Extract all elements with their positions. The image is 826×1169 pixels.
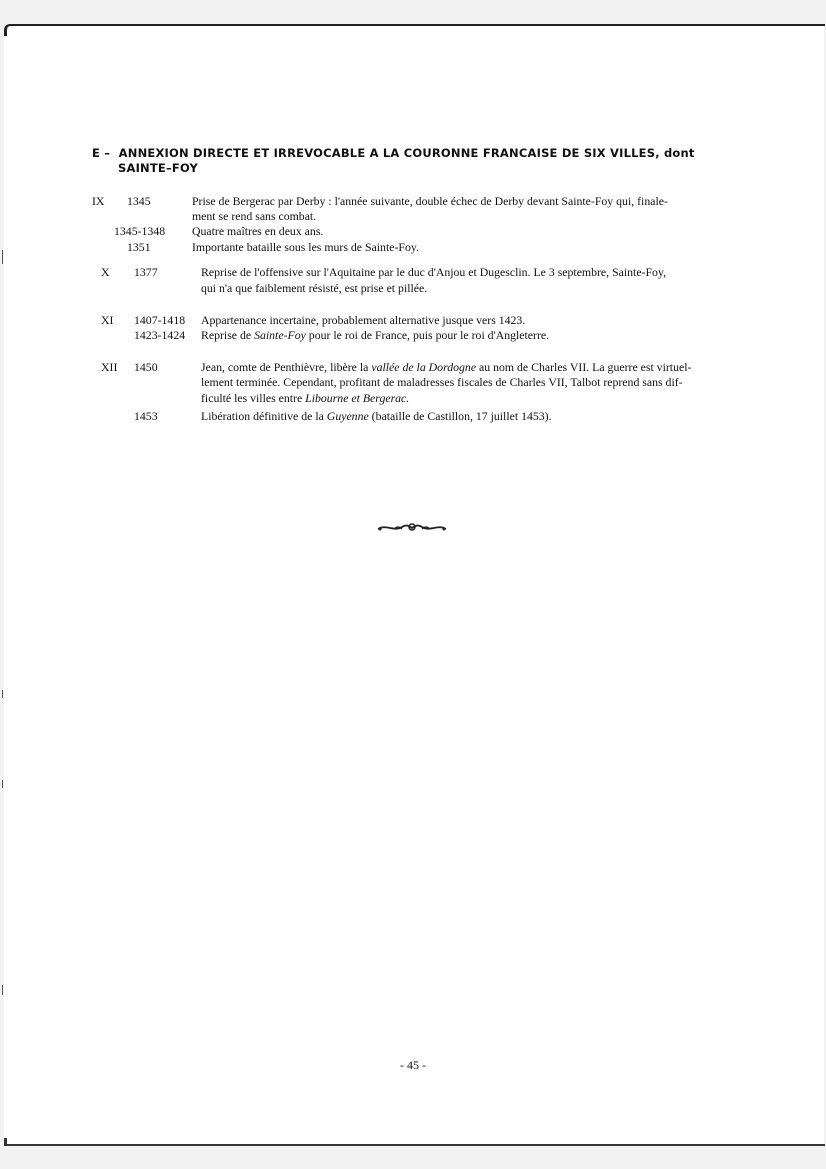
page-number: - 45 -: [400, 1058, 426, 1072]
top-border-rule: [4, 24, 825, 36]
entry-year: 1377: [134, 265, 158, 279]
entry-text: ficulté les villes entre Libourne et Bergerac.: [201, 391, 410, 405]
entry-year: 1351: [127, 240, 151, 254]
section-prefix: E –: [92, 146, 111, 160]
entry-text: Prise de Bergerac par Derby : l'année suivante, double échec de Derby devant Sainte-Foy qui, finale-: [192, 194, 668, 208]
entry-year: 1453: [134, 409, 158, 423]
entry-year: 1345: [127, 194, 151, 208]
bottom-border-rule: [4, 1138, 825, 1146]
entry-text: Reprise de l'offensive sur l'Aquitaine par le duc d'Anjou et Dugesclin. Le 3 septembre, Sainte-Foy,: [201, 265, 667, 279]
century-label: XII: [101, 360, 118, 374]
entry-text: lement terminée. Cependant, profitant de maladresses fiscales de Charles VII, Talbot reprend sans dif-: [201, 375, 683, 389]
entry-text: qui n'a que faiblement résisté, est prise et pillée.: [201, 281, 428, 295]
section-title-line-1: ANNEXION DIRECTE ET IRREVOCABLE A LA COURONNE FRANCAISE DE SIX VILLES, dont: [118, 146, 695, 160]
entry-text: Appartenance incertaine, probablement alternative jusque vers 1423.: [201, 313, 526, 327]
century-label: IX: [92, 194, 105, 208]
century-label: X: [101, 265, 110, 279]
entry-year: 1423-1424: [134, 328, 186, 342]
entry-text: Importante bataille sous les murs de Sainte-Foy.: [192, 240, 419, 254]
scan-edge-mark: [2, 780, 3, 788]
scan-edge-mark: [2, 690, 3, 698]
entry-year: 1450: [134, 360, 158, 374]
scan-edge-mark: [2, 985, 3, 995]
entry-year: 1407-1418: [134, 313, 186, 327]
entry-text: Quatre maîtres en deux ans.: [192, 224, 324, 238]
century-label: XI: [101, 313, 114, 327]
entry-year: 1345-1348: [114, 224, 166, 238]
fleuron-ornament-icon: [376, 522, 448, 534]
entry-text: Jean, comte de Penthièvre, libère la vallée de la Dordogne au nom de Charles VII. La guerre est virtuel-: [201, 360, 692, 374]
section-heading: [92, 146, 772, 176]
scan-edge-mark: [2, 250, 3, 264]
section-title-line-2: SAINTE–FOY: [118, 161, 199, 175]
entry-text: ment se rend sans combat.: [192, 209, 317, 223]
entry-text: Libération définitive de la Guyenne (bataille de Castillon, 17 juillet 1453).: [201, 409, 552, 423]
entry-text: Reprise de Sainte-Foy pour le roi de France, puis pour le roi d'Angleterre.: [201, 328, 550, 342]
